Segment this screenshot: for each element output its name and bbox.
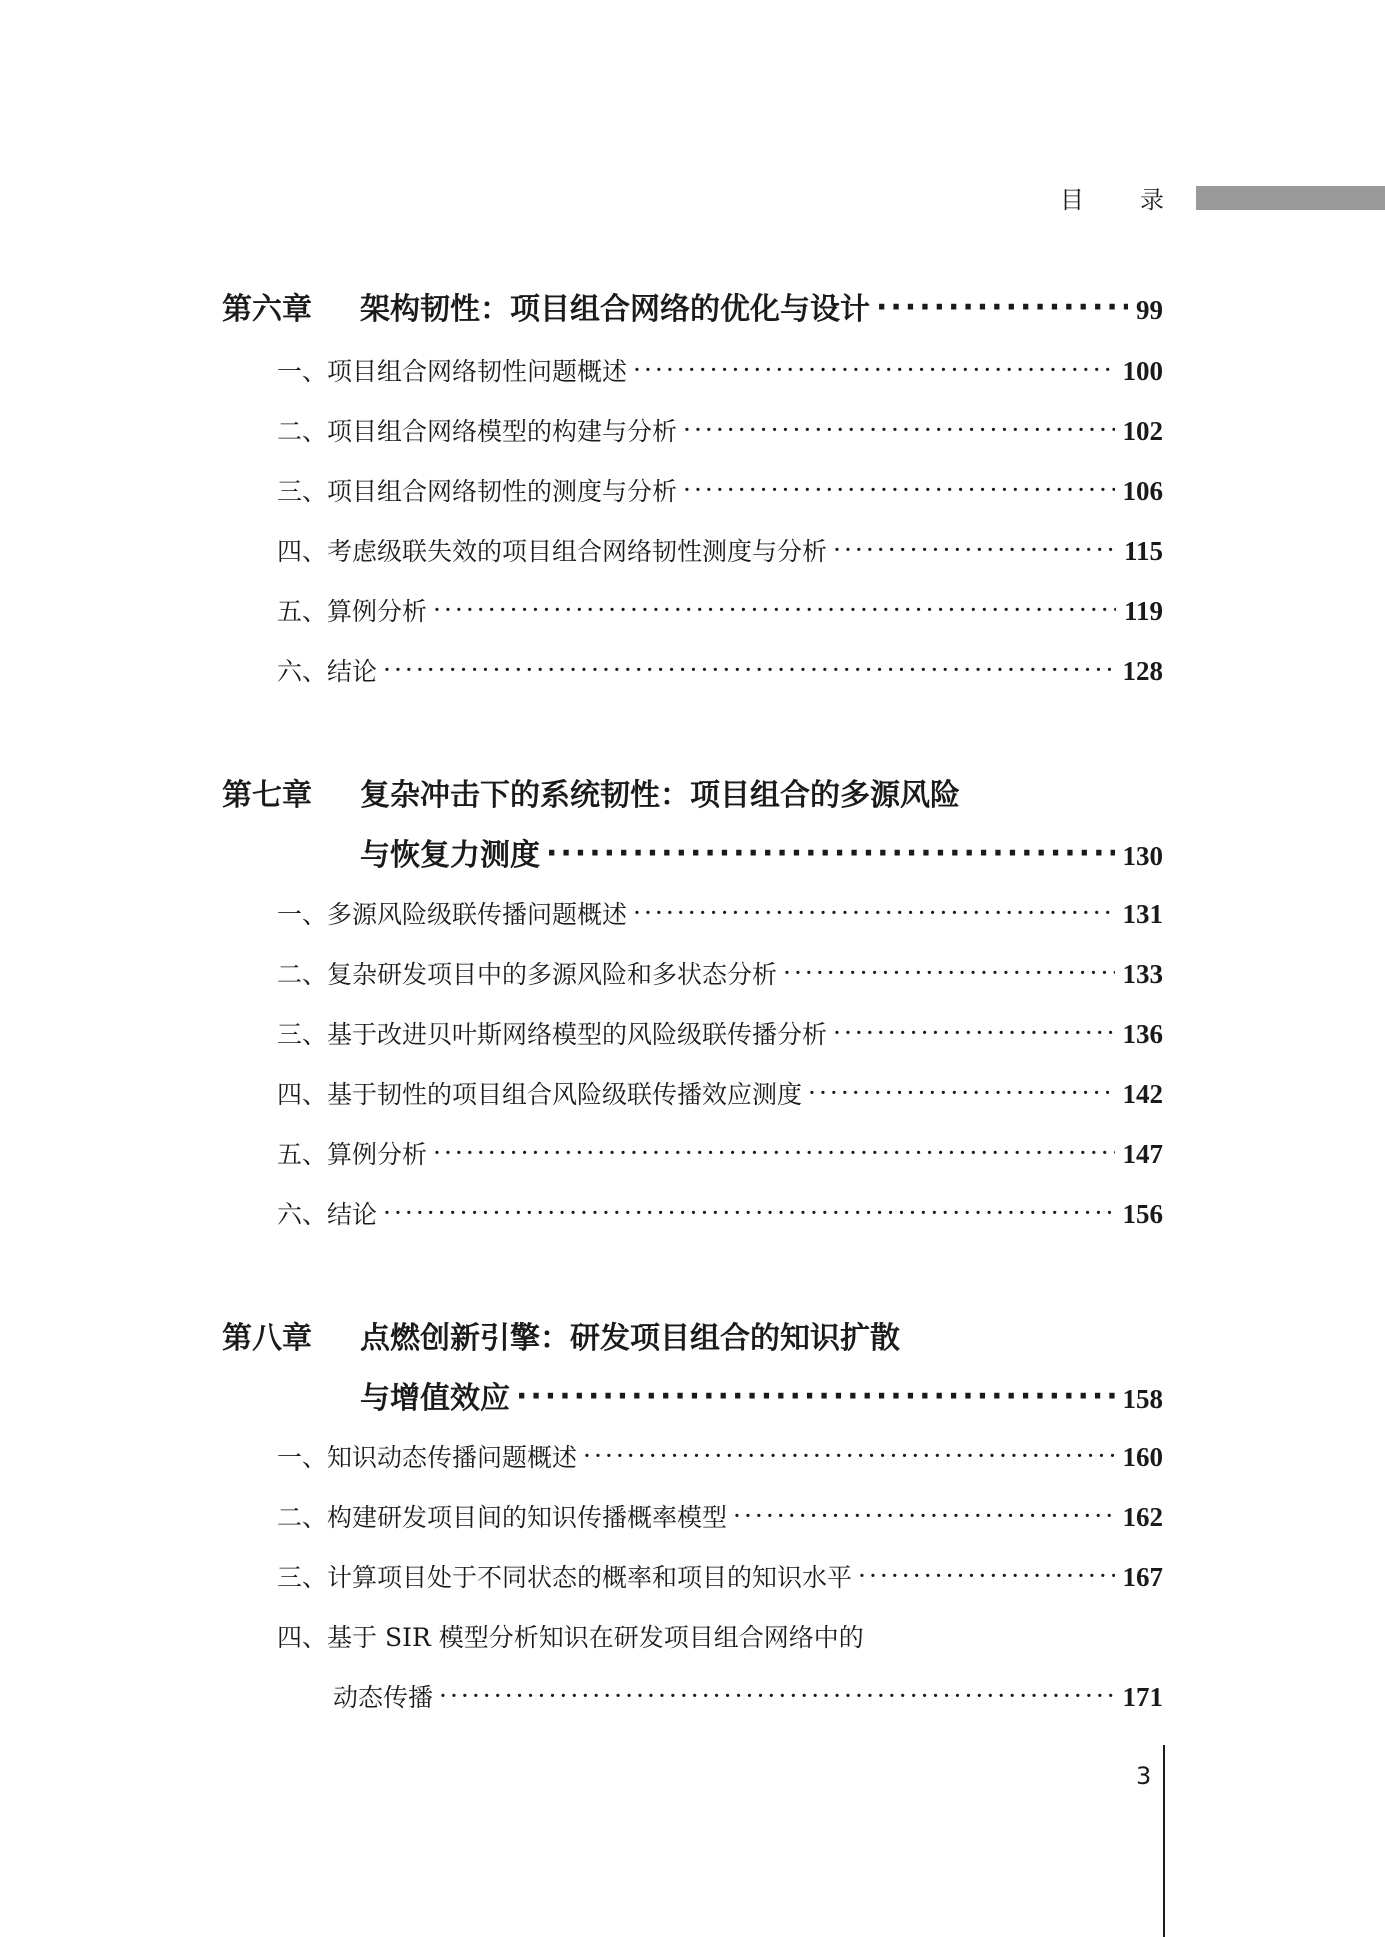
dot-leader [733, 1501, 1114, 1530]
chapter-title: 点燃创新引擎：研发项目组合的知识扩散 [360, 1321, 900, 1356]
dot-leader [383, 1198, 1114, 1227]
section-title: 四、考虑级联失效的项目组合网络韧性测度与分析 [277, 537, 828, 566]
chapter-page-number: 99 [1136, 295, 1163, 325]
toc-section[interactable] [277, 1015, 1163, 1051]
dot-leader [433, 595, 1116, 624]
toc-section[interactable] [333, 1678, 1163, 1714]
chapter-title: 复杂冲击下的系统韧性：项目组合的多源风险 [360, 778, 960, 813]
section-title: 一、项目组合网络韧性问题概述 [277, 357, 628, 386]
dot-leader [439, 1681, 1114, 1710]
toc-section[interactable] [277, 412, 1163, 448]
dot-leader [546, 836, 1115, 871]
chapter-title-continued: 与增值效应 [360, 1381, 510, 1416]
section-page-number: 162 [1122, 1502, 1163, 1532]
toc-section-line1[interactable] [277, 1618, 864, 1654]
chapter-title-continued: 与恢复力测度 [360, 838, 540, 873]
section-page-number: 131 [1122, 899, 1163, 929]
chapter-title: 架构韧性：项目组合网络的优化与设计 [360, 292, 870, 327]
dot-leader [833, 535, 1116, 564]
section-page-number: 102 [1122, 416, 1163, 446]
dot-leader [633, 898, 1114, 927]
section-page-number: 119 [1123, 596, 1163, 626]
dot-leader [683, 475, 1114, 504]
page-number: 3 [1136, 1762, 1152, 1790]
section-title: 二、复杂研发项目中的多源风险和多状态分析 [277, 960, 778, 989]
section-title: 四、基于 SIR 模型分析知识在研发项目组合网络中的 [277, 1623, 864, 1652]
section-page-number: 100 [1122, 356, 1163, 386]
section-title: 四、基于韧性的项目组合风险级联传播效应测度 [277, 1080, 803, 1109]
dot-leader [833, 1018, 1114, 1047]
section-page-number: 133 [1122, 959, 1163, 989]
toc-section[interactable] [277, 532, 1163, 568]
section-title: 二、构建研发项目间的知识传播概率模型 [277, 1503, 728, 1532]
chapter-number: 第六章 [222, 292, 312, 327]
dot-leader [683, 415, 1114, 444]
section-page-number: 142 [1122, 1079, 1163, 1109]
toc-section[interactable] [277, 1498, 1163, 1534]
toc-chapter-8-line1[interactable] [222, 1313, 900, 1357]
section-title: 六、结论 [277, 657, 378, 686]
toc-section[interactable] [277, 1195, 1163, 1231]
toc-section[interactable] [277, 652, 1163, 688]
section-page-number: 171 [1122, 1682, 1163, 1712]
section-title: 一、多源风险级联传播问题概述 [277, 900, 628, 929]
section-page-number: 106 [1122, 476, 1163, 506]
section-title-continued: 动态传播 [333, 1683, 434, 1712]
section-title: 三、计算项目处于不同状态的概率和项目的知识水平 [277, 1563, 853, 1592]
toc-chapter-6[interactable] [222, 284, 1163, 328]
dot-leader [516, 1379, 1115, 1414]
section-title: 六、结论 [277, 1200, 378, 1229]
toc-section[interactable] [277, 895, 1163, 931]
toc-section[interactable] [277, 1558, 1163, 1594]
toc-chapter-7-line1[interactable] [222, 770, 960, 814]
header-title-part2: 录 [1140, 186, 1166, 214]
toc-chapter-7[interactable] [360, 830, 1163, 874]
chapter-page-number: 158 [1122, 1384, 1163, 1414]
section-page-number: 136 [1122, 1019, 1163, 1049]
section-title: 五、算例分析 [277, 597, 428, 626]
section-title: 一、知识动态传播问题概述 [277, 1443, 578, 1472]
section-title: 五、算例分析 [277, 1140, 428, 1169]
dot-leader [633, 355, 1114, 384]
header-title-part1: 目 [1060, 186, 1086, 214]
dot-leader [808, 1078, 1114, 1107]
margin-rule [1163, 1745, 1165, 1937]
section-title: 二、项目组合网络模型的构建与分析 [277, 417, 678, 446]
section-title: 三、项目组合网络韧性的测度与分析 [277, 477, 678, 506]
dot-leader [876, 290, 1128, 325]
dot-leader [383, 655, 1114, 684]
section-page-number: 160 [1122, 1442, 1163, 1472]
toc-section[interactable] [277, 955, 1163, 991]
chapter-page-number: 130 [1122, 841, 1163, 871]
toc-chapter-8[interactable] [360, 1373, 1163, 1417]
toc-section[interactable] [277, 1135, 1163, 1171]
section-page-number: 167 [1122, 1562, 1163, 1592]
chapter-number: 第八章 [222, 1321, 312, 1356]
section-page-number: 115 [1123, 536, 1163, 566]
section-page-number: 147 [1122, 1139, 1163, 1169]
dot-leader [783, 958, 1114, 987]
chapter-number: 第七章 [222, 778, 312, 813]
section-title: 三、基于改进贝叶斯网络模型的风险级联传播分析 [277, 1020, 828, 1049]
section-page-number: 156 [1122, 1199, 1163, 1229]
dot-leader [583, 1441, 1114, 1470]
toc-section[interactable] [277, 352, 1163, 388]
toc-section[interactable] [277, 592, 1163, 628]
toc-section[interactable] [277, 1075, 1163, 1111]
toc-section[interactable] [277, 1438, 1163, 1474]
dot-leader [433, 1138, 1114, 1167]
dot-leader [858, 1561, 1114, 1590]
toc-section[interactable] [277, 472, 1163, 508]
section-page-number: 128 [1122, 656, 1163, 686]
